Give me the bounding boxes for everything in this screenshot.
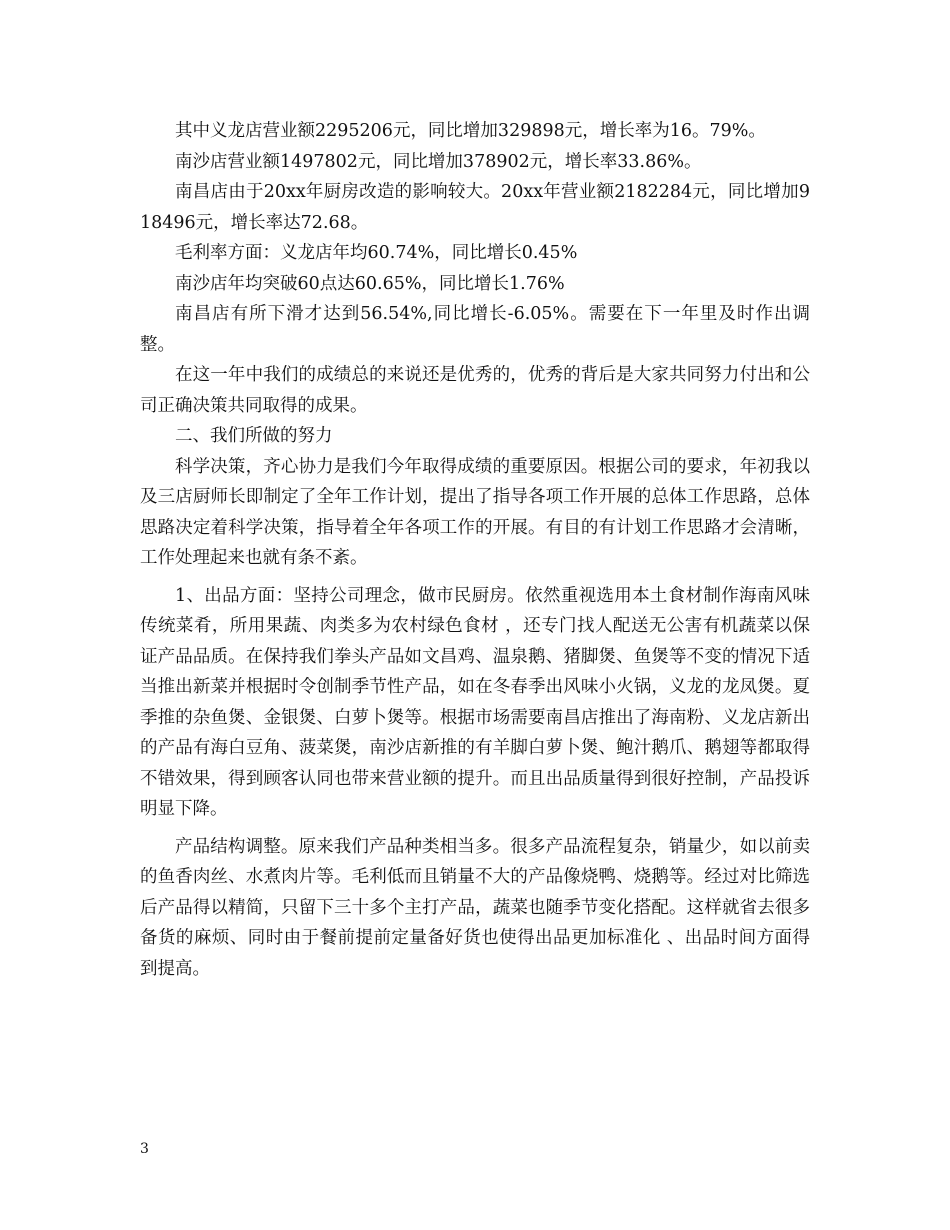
page-body (140, 116, 810, 984)
page-number: 3 (140, 1141, 149, 1157)
paragraph-product-structure: 产品结构调整。原来我们产品种类相当多。很多产品流程复杂，销量少，如以前卖的鱼香肉丝、水煮肉片等。毛利低而且销量不大的产品像烧鸭、烧鹅等。经过对比筛选后产品得以精简，只留下三十多个主打产品，蔬菜也随季节变化搭配。这样就省去很多备货的麻烦、同时由于餐前提前定量备好货也使得出品更加标准化 、出品时间方面得到提高。 (140, 836, 810, 979)
paragraph-summary: 在这一年中我们的成绩总的来说还是优秀的，优秀的背后是大家共同努力付出和公司正确决策共同取得的成果。 (140, 365, 810, 416)
paragraph-scientific-decision: 科学决策，齐心协力是我们今年取得成绩的重要原因。根据公司的要求，年初我以及三店厨师长即制定了全年工作计划，提出了指导各项工作开展的总体工作思路，总体思路决定着科学决策，指导着全年各项工作的开展。有目的有计划工作思路才会清晰，工作处理起来也就有条不紊。 (140, 456, 810, 568)
section-heading-efforts: 二、我们所做的努力 (175, 426, 333, 446)
paragraph-gross-margin-nanchang: 南昌店有所下滑才达到56.54%,同比增长-6.05%。需要在下一年里及时作出调整。 (140, 304, 810, 355)
paragraph-nansha-revenue: 南沙店营业额1497802元，同比增加378902元，增长率33.86%。 (175, 151, 702, 172)
paragraph-yilong-revenue: 其中义龙店营业额2295206元，同比增加329898元，增长率为16。79%。 (175, 121, 766, 141)
paragraph-gross-margin-yilong: 毛利率方面：义龙店年均60.74%，同比增长0.45% (175, 243, 578, 263)
paragraph-products: 1、出品方面：坚持公司理念，做市民厨房。依然重视选用本土食材制作海南风味传统菜肴，所用果蔬、肉类多为农村绿色食材 ，还专门找人配送无公害有机蔬菜以保证产品品质。在保持我们拳头产品如文昌鸡、温泉鹅、猪脚煲、鱼煲等不变的情况下适当推出新菜并根据时令创制季节性产品，如在冬春季出风味小火锅，义龙的龙凤煲。夏季推的杂鱼煲、金银煲、白萝卜煲等。根据市场需要南昌店推出了海南粉、义龙店新出的产品有海白豆角、菠菜煲，南沙店新推的有羊脚白萝卜煲、鲍汁鹅爪、鹅翅等都取得不错效果，得到顾客认同也带来营业额的提升。而且出品质量得到很好控制，产品投诉明显下降。 (140, 585, 810, 819)
paragraph-nanchang-revenue: 南昌店由于20xx年厨房改造的影响较大。20xx年营业额2182284元，同比增加918496元，增长率达72.68。 (140, 182, 810, 233)
paragraph-gross-margin-nansha: 南沙店年均突破60点达60.65%，同比增长1.76% (175, 273, 565, 294)
